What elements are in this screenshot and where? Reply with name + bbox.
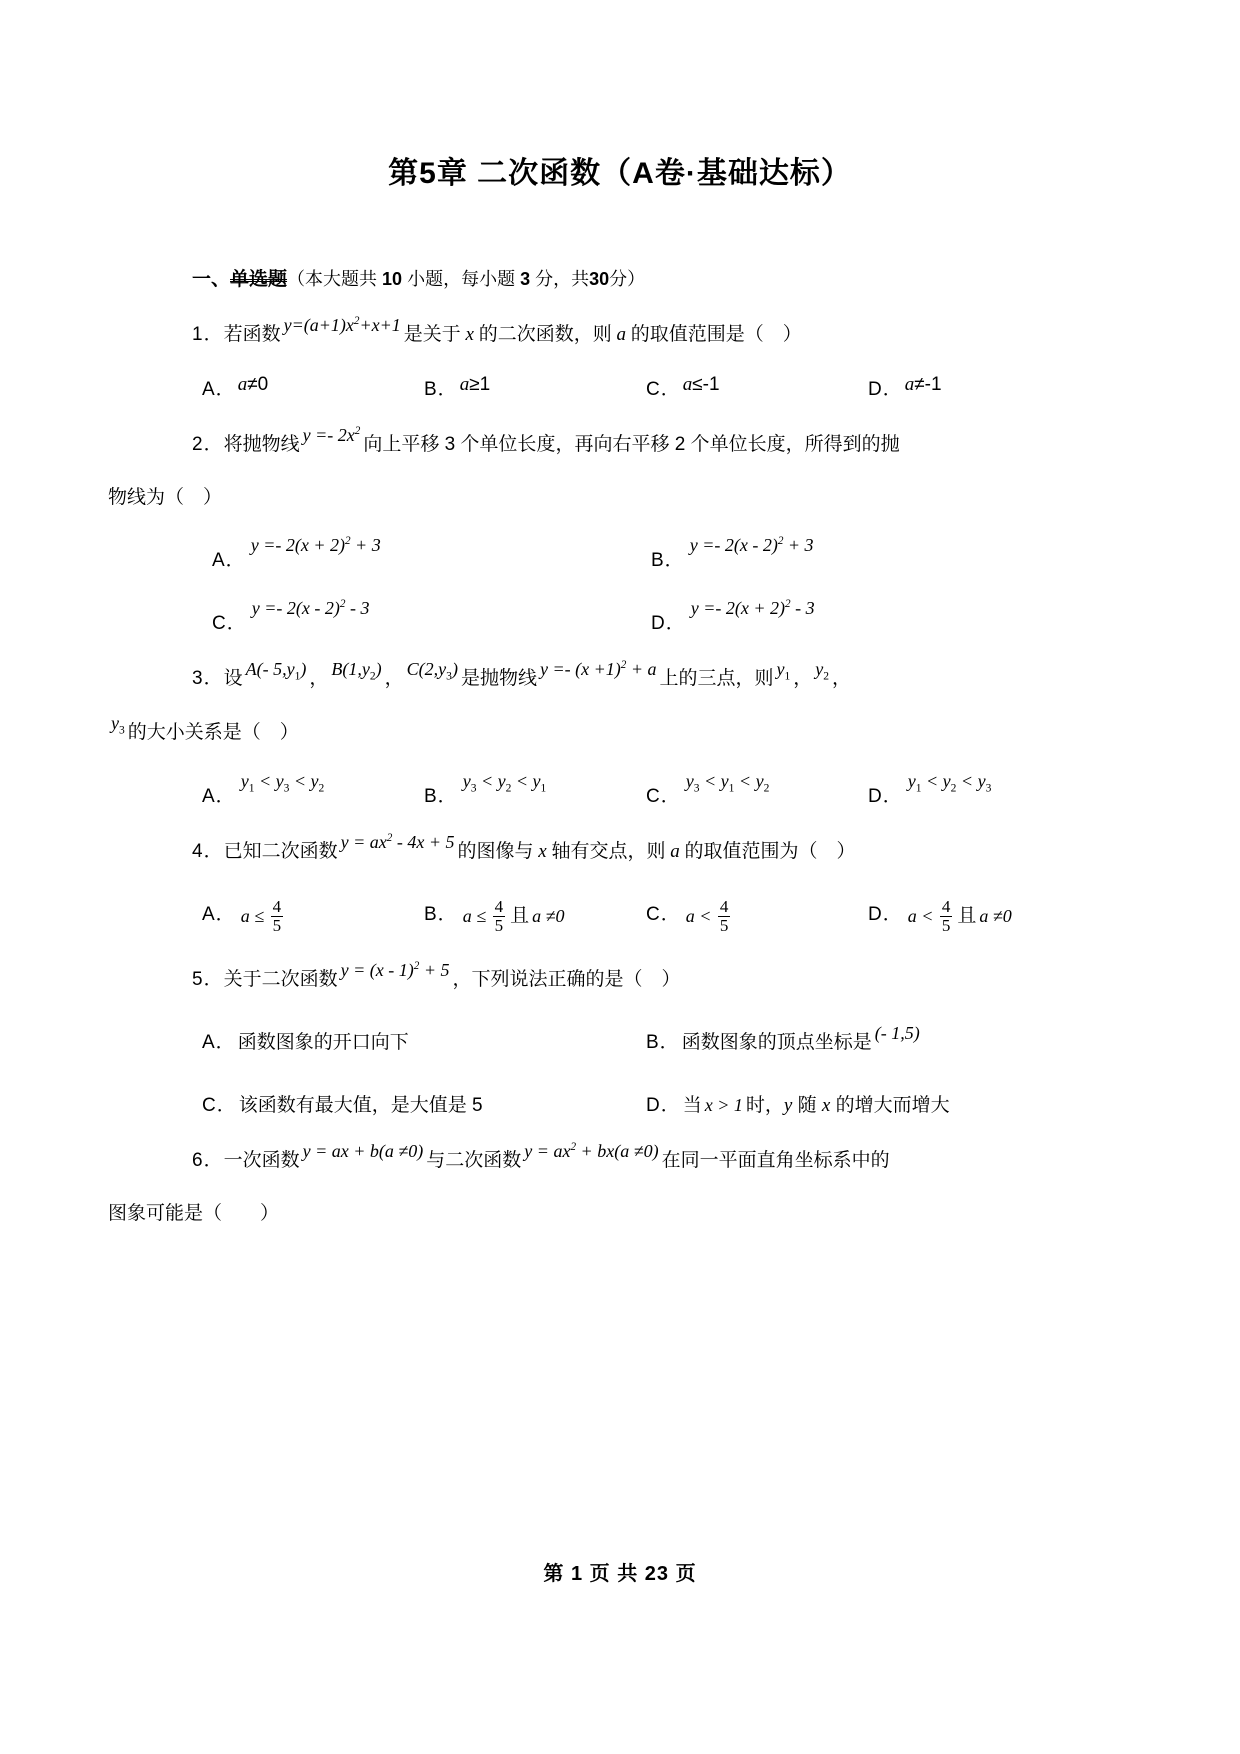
question-5-option-a[interactable]: A． 函数图象的开口向下 [202,1027,646,1054]
question-5-option-d[interactable]: D． 当 x > 1 时，y 随 x 的增大而增大 [646,1090,1090,1117]
question-5-option-c[interactable]: C． 该函数有最大值，是大值是 5 [202,1090,646,1117]
question-6-text-after: 在同一平面直角坐标系中的 [661,1150,890,1172]
section-total-score: 30 [589,269,610,289]
question-4-text-after: 的图像与 x 轴有交点，则 a 的取值范围为（ ） [457,841,856,863]
question-2-option-a[interactable]: A． $y =- 2(x + 2)^2 + 3$ [212,535,381,572]
question-5-option-b-text: 函数图象的顶点坐标是 (- 1,5) [681,1023,920,1054]
question-2-formula: $y =- 2x^2$ [302,425,361,446]
question-4-option-b[interactable]: B． a ≤ $\frac{4}{5}$ 且 a ≠0 [424,897,565,936]
question-4-formula: $y = ax^2 - 4x + 5$ [340,832,455,853]
question-3-option-d[interactable]: D． $y_1 < y_2 < y_3$ [868,771,992,808]
question-5-number: 5． [192,969,224,991]
page-footer: 第 1 页 共 23 页 [543,1563,697,1585]
question-5-options-row-2 [202,1090,1090,1117]
question-3-continuation: $y_3$ 的大小关系是（ ） [111,713,299,744]
question-6-formula-linear: y = ax + b(a ≠0) [302,1141,424,1162]
question-2-number: 2． [192,434,224,456]
question-1-number: 1． [192,324,224,345]
question-6-formula-quadratic: $y = ax^2 + bx(a \ne 0)$ [524,1141,659,1162]
question-2-option-b[interactable]: B． y =- 2(x - 2)$^2$ + 3 [651,535,814,572]
question-3-options [202,771,1090,808]
section-topic: 单选题 [230,269,288,290]
question-3-point-c: $C(2,y_3)$ [406,659,458,684]
question-1-text-after: 是关于 x 的二次函数，则 a 的取值范围是（ ） [403,324,802,345]
question-4-text-before: 已知二次函数 [223,841,338,863]
question-6-text-mid: 与二次函数 [426,1150,522,1172]
page-title: 第5章 二次函数（A卷·基础达标） [388,157,852,190]
question-1-option-d[interactable]: D． a≠‑1 [868,374,942,401]
section-question-count: 10 [382,269,403,289]
question-3-text-after: 上的三点，则 $y_1$ ， $y_2$ ， [659,659,852,690]
question-4 [192,834,1090,869]
question-6 [192,1143,1090,1178]
question-2-text-after: 向上平移 3 个单位长度，再向右平移 2 个单位长度，所得到的抛 [363,434,900,456]
question-5-options-row-1 [202,1023,1090,1054]
question-6-number: 6． [192,1150,224,1172]
question-2-text-before: 将抛物线 [223,434,300,456]
question-1-option-b[interactable]: B． a≥1 [424,374,491,401]
question-5-option-a-text: 函数图象的开口向下 [237,1032,409,1054]
question-2 [192,427,1090,462]
question-1-options [202,374,1090,401]
section-per-score: 3 [520,269,531,289]
question-1-formula: $y=(a+1)x^2+x+1$ [283,315,401,335]
question-2-options-row-1 [212,535,1090,572]
question-3-point-a: A(- $5,y_1$) [245,659,307,684]
question-1-option-a[interactable]: A． a≠0 [202,374,269,401]
question-3-option-a[interactable]: A． $y_1 < y_3 < y_2$ [202,771,325,808]
section-index: 一、 [192,269,231,290]
section-meta: （本大题共 10 小题，每小题 3 分，共30分） [287,269,646,289]
question-1-option-c[interactable]: C． a≤‑1 [646,374,720,401]
question-3-number: 3． [192,668,224,690]
question-4-options [202,899,1090,936]
question-3-formula: $y =- (x +1)^2 + a$ [539,659,657,680]
question-4-number: 4． [192,841,224,863]
question-5-option-d-text: 当 x > 1 时，y 随 x 的增大而增大 [682,1095,950,1117]
question-5-option-b[interactable]: B． 函数图象的顶点坐标是 (- 1,5) [646,1027,1090,1054]
question-5-text-after: ，下列说法正确的是（ ） [452,969,681,991]
question-3: 3．设 A(- $5,y_1$) ， $B(1,y_2)$ ， $C(2,y_3)$ 是抛物线 $y =- (x +1)^2 + a$ 上的三点，则 $y_1$ ， $y_2$ ， [192,659,852,690]
question-3-text-before: 设 [223,668,243,690]
question-5-text-before: 关于二次函数 [223,969,338,991]
question-4-option-a[interactable]: A． a ≤ $\frac{4}{5}$ [202,897,282,936]
question-3-option-c[interactable]: C． $y_3 < y_1 < y_2$ [646,771,770,808]
question-2-option-c[interactable]: C． y =- 2(x - 2)$^2$ - 3 [212,598,370,635]
question-3-text-mid: 是抛物线 [460,668,537,690]
question-5-formula: y = (x - 1)$^2$ + 5 [340,960,450,981]
section-heading [192,264,1090,291]
question-4-option-d[interactable]: D． a < $\frac{4}{5}$ 且 a ≠0 [868,897,1012,936]
question-3-point-b: $B(1,y_2)$ [331,659,382,684]
question-2-option-d[interactable]: D． $y =- 2(x + 2)^2 - 3$ [651,598,815,635]
question-6-text-before: 一次函数 [223,1150,300,1172]
question-2-continuation: 物线为（ ） [108,487,223,509]
question-6-continuation: 图象可能是（ ） [108,1203,280,1225]
question-5-option-c-text: 该函数有最大值，是大值是 5 [238,1095,483,1117]
question-5 [192,962,1090,997]
question-4-option-c[interactable]: C． a < $\frac{4}{5}$ [646,897,729,936]
question-2-options-row-2 [212,598,1090,635]
question-1-text-before: 若函数 [223,324,281,345]
question-3-option-b[interactable]: B． $y_3 < y_2 < y_1$ [424,771,547,808]
question-1 [192,317,1090,352]
